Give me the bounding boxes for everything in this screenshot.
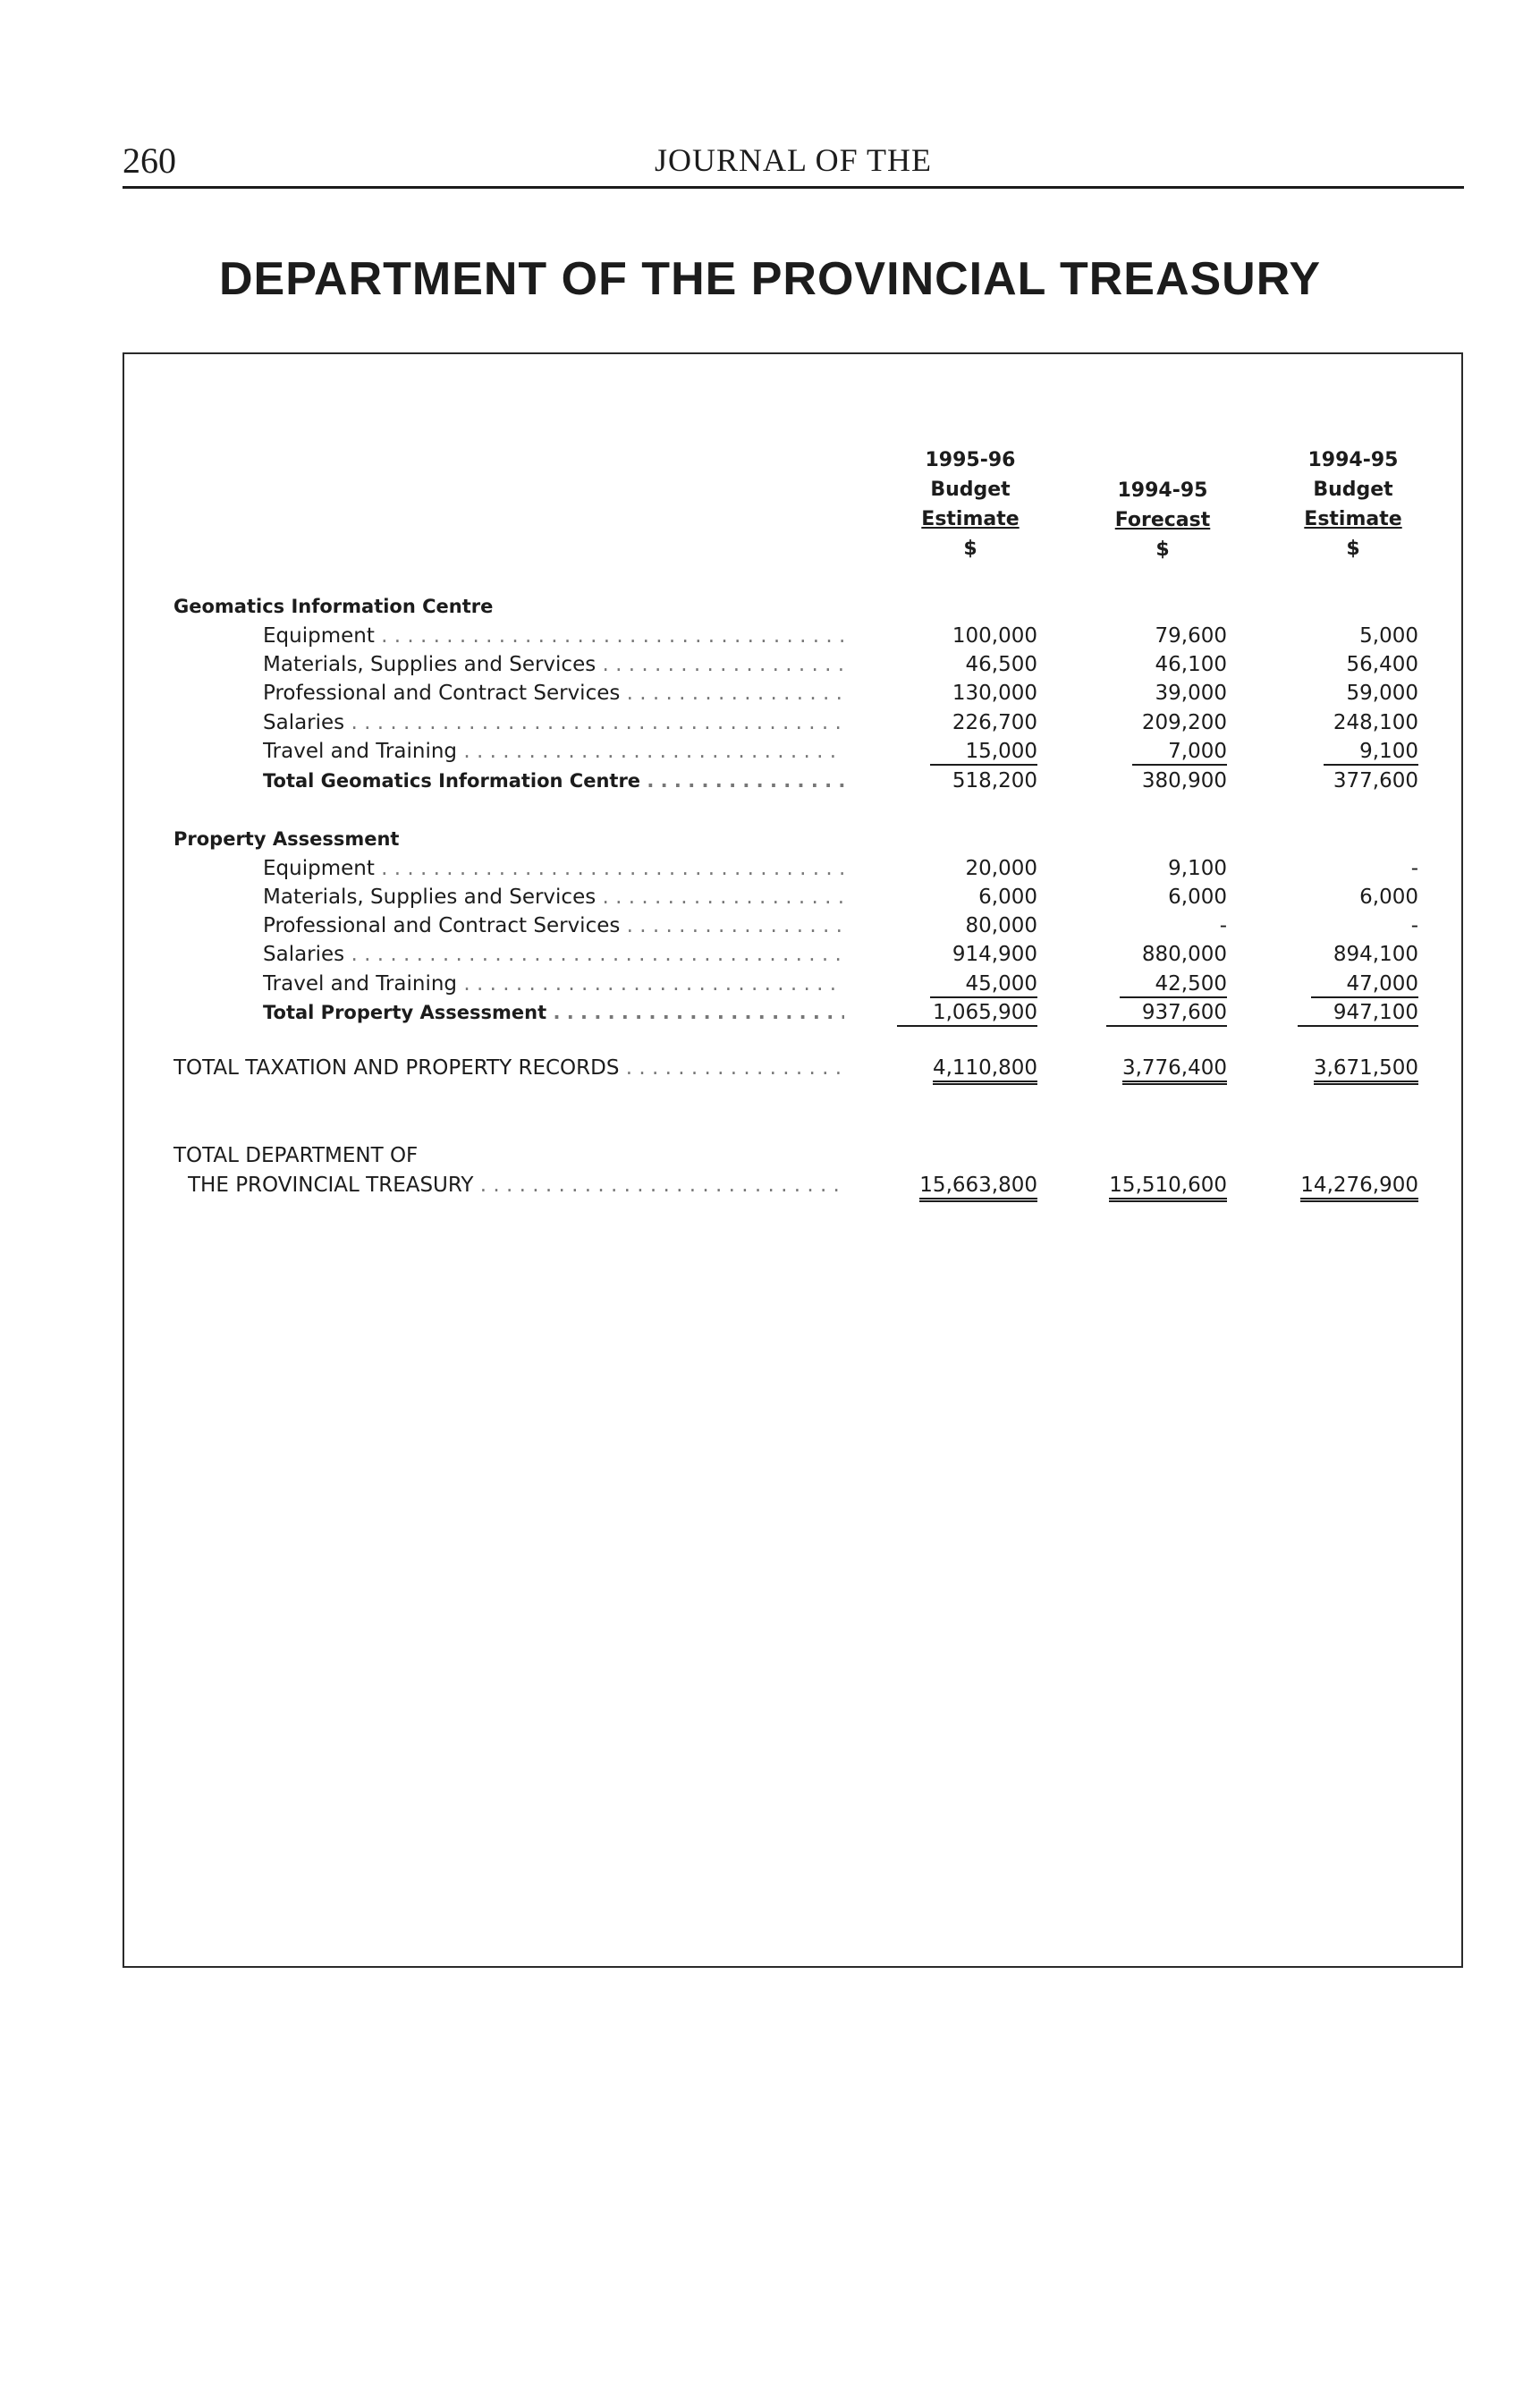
total-department-row: THE PROVINCIAL TREASURY . . . 15,663,800 15,510,600 14,276,900 [0, 1171, 1540, 1199]
subtotal-row: Total Geomatics Information Centre . . . 518,200 380,900 377,600 [0, 767, 1540, 795]
table-row: Salaries . . . 914,900 880,000 894,100 [0, 940, 1540, 969]
section-heading-property: Property Assessment [173, 828, 400, 850]
column-header-budget-estimate-1995: 1995-96 Budget Estimate $ [921, 449, 1020, 560]
table-row: Salaries . . . 226,700 209,200 248,100 [0, 708, 1540, 737]
table-row: Equipment . . . 20,000 9,100 - [0, 854, 1540, 883]
table-row: Equipment . . . 100,000 79,600 5,000 [0, 622, 1540, 650]
column-header-forecast-1994: 1994-95 Forecast $ [1114, 479, 1211, 561]
table-row: Professional and Contract Services . . . 130,000 39,000 59,000 [0, 679, 1540, 708]
table-row: Travel and Training . . . 15,000 7,000 9,100 [0, 737, 1540, 766]
table-row: Materials, Supplies and Services . . . 6,000 6,000 6,000 [0, 883, 1540, 911]
section-heading-row [0, 825, 1540, 853]
column-header-budget-estimate-1994: 1994-95 Budget Estimate $ [1304, 449, 1402, 560]
total-taxation-row: TOTAL TAXATION AND PROPERTY RECORDS . . . 4,110,800 3,776,400 3,671,500 [0, 1054, 1540, 1082]
table-row: Materials, Supplies and Services . . . 46,500 46,100 56,400 [0, 650, 1540, 679]
subtotal-row: Total Property Assessment . . . 1,065,900 937,600 947,100 [0, 998, 1540, 1027]
department-title: DEPARTMENT OF THE PROVINCIAL TREASURY [218, 253, 1322, 305]
section-heading-row [0, 592, 1540, 621]
section-heading-geomatics: Geomatics Information Centre [173, 596, 494, 617]
page-number: 260 [123, 140, 176, 181]
table-row: Travel and Training . . . 45,000 42,500 47,000 [0, 970, 1540, 998]
table-row: Professional and Contract Services . . . 80,000 - - [0, 911, 1540, 940]
journal-title: JOURNAL OF THE [654, 142, 932, 178]
total-department-label-line1: TOTAL DEPARTMENT OF [173, 1144, 419, 1167]
